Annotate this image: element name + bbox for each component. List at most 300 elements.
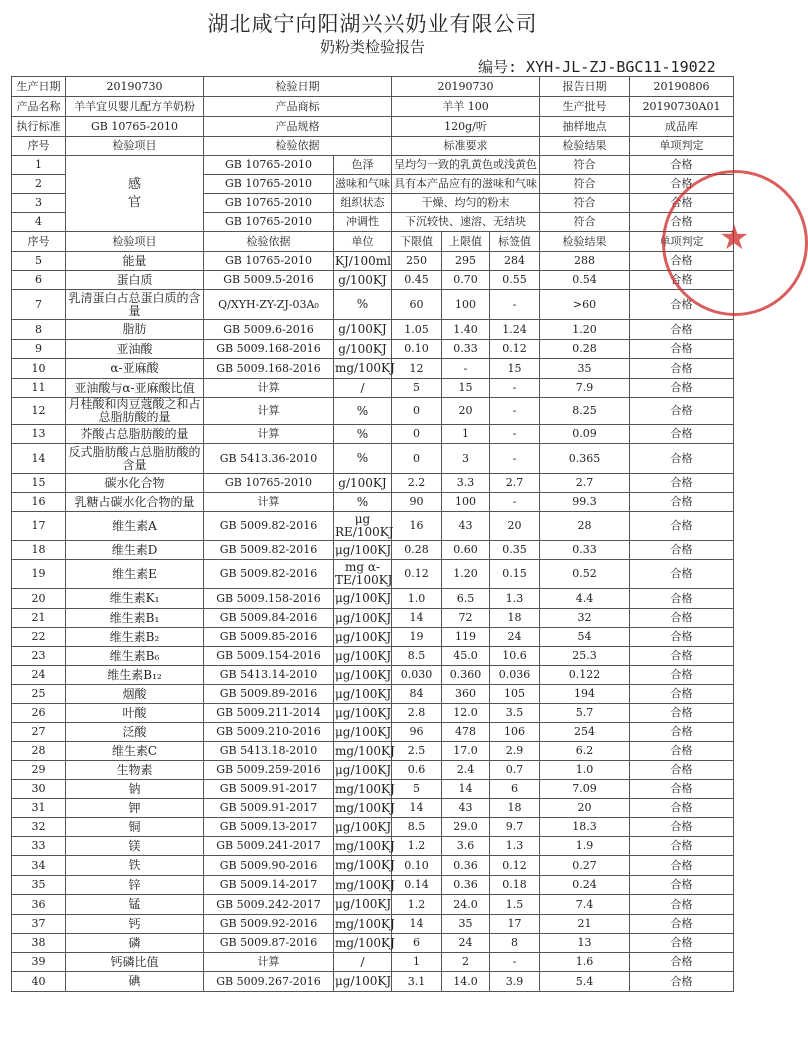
item-row (12, 474, 734, 493)
items-header-row (12, 232, 734, 252)
item-row (12, 271, 734, 290)
table-cell: 43 (442, 512, 490, 541)
table-cell: 合格 (630, 628, 734, 647)
table-cell: >60 (540, 290, 630, 320)
table-cell: 0.15 (490, 560, 540, 589)
table-cell: 0.36 (442, 876, 490, 895)
table-cell: 0.36 (442, 856, 490, 876)
table-cell: 8.5 (392, 647, 442, 666)
item-row (12, 425, 734, 444)
table-cell: 0.360 (442, 666, 490, 685)
table-cell: 3.6 (442, 837, 490, 856)
table-cell: GB 5009.14-2017 (204, 876, 334, 895)
table-cell: 0.10 (392, 340, 442, 359)
table-cell: 29.0 (442, 818, 490, 837)
table-cell: 合格 (630, 444, 734, 474)
table-cell: 合格 (630, 474, 734, 493)
table-cell: 31 (12, 799, 66, 818)
item-name: 反式脂肪酸占总脂肪酸的含量 (66, 444, 204, 474)
table-cell: 90 (392, 493, 442, 512)
table-cell: 35 (442, 915, 490, 934)
item-row (12, 723, 734, 742)
table-cell: 60 (392, 290, 442, 320)
info-cell: 生产批号 (540, 97, 630, 117)
table-cell: 6 (490, 780, 540, 799)
table-cell: GB 5009.89-2016 (204, 685, 334, 704)
table-cell: 干燥、均匀的粉末 (392, 194, 540, 213)
table-cell: mg/100KJ (334, 359, 392, 379)
table-cell: 32 (12, 818, 66, 837)
table-cell: 1 (12, 156, 66, 175)
table-cell: 合格 (630, 704, 734, 723)
table-cell: 1.05 (392, 320, 442, 340)
table-cell: 39 (12, 953, 66, 972)
table-cell: 13 (12, 425, 66, 444)
table-cell: 17 (490, 915, 540, 934)
table-cell: Q/XYH-ZY-ZJ-03A₀ (204, 290, 334, 320)
table-cell: 21 (540, 915, 630, 934)
table-cell: 13 (540, 934, 630, 953)
table-cell: % (334, 425, 392, 444)
table-cell: 3.1 (392, 972, 442, 992)
table-cell: 合格 (630, 723, 734, 742)
table-cell: 250 (392, 252, 442, 271)
table-cell: 9.7 (490, 818, 540, 837)
table-cell: 合格 (630, 359, 734, 379)
table-cell: mg/100KJ (334, 799, 392, 818)
table-cell: / (334, 953, 392, 972)
table-cell: % (334, 493, 392, 512)
table-cell: 15 (490, 359, 540, 379)
item-name: 维生素E (66, 560, 204, 589)
table-cell: 15 (12, 474, 66, 493)
column-header: 下限值 (392, 232, 442, 252)
table-cell: 1.20 (540, 320, 630, 340)
info-row (12, 77, 734, 97)
table-cell: 106 (490, 723, 540, 742)
table-cell: 合格 (630, 799, 734, 818)
table-cell: 0 (392, 398, 442, 425)
info-cell: 20190730 (392, 77, 540, 97)
table-cell: 1.3 (490, 837, 540, 856)
info-cell: GB 10765-2010 (66, 117, 204, 137)
table-cell: 合格 (630, 780, 734, 799)
info-cell: 20190730A01 (630, 97, 734, 117)
item-row (12, 799, 734, 818)
table-cell: 28 (540, 512, 630, 541)
item-row (12, 560, 734, 589)
table-cell: GB 5009.84-2016 (204, 609, 334, 628)
table-cell: 0.70 (442, 271, 490, 290)
table-cell: 0.54 (540, 271, 630, 290)
table-cell: 37 (12, 915, 66, 934)
table-cell: 26 (12, 704, 66, 723)
table-cell: 14 (442, 780, 490, 799)
table-cell: 24 (442, 934, 490, 953)
table-cell: 2.4 (442, 761, 490, 780)
item-name: 脂肪 (66, 320, 204, 340)
table-cell: 合格 (630, 213, 734, 232)
item-name: 锰 (66, 895, 204, 915)
table-cell: 合格 (630, 194, 734, 213)
table-cell: 1.3 (490, 589, 540, 609)
item-name: 乳清蛋白占总蛋白质的含量 (66, 290, 204, 320)
table-cell: mg/100KJ (334, 742, 392, 761)
table-cell: 9 (12, 340, 66, 359)
info-cell: 120g/听 (392, 117, 540, 137)
table-cell: 0.35 (490, 541, 540, 560)
item-name: 叶酸 (66, 704, 204, 723)
table-cell: - (490, 379, 540, 398)
table-cell: 具有本产品应有的滋味和气味 (392, 175, 540, 194)
table-cell: μg/100KJ (334, 589, 392, 609)
info-cell: 报告日期 (540, 77, 630, 97)
table-cell: GB 10765-2010 (204, 213, 334, 232)
table-cell: 8.25 (540, 398, 630, 425)
item-row (12, 972, 734, 992)
item-row (12, 398, 734, 425)
item-row (12, 512, 734, 541)
table-cell: 20 (442, 398, 490, 425)
info-row (12, 117, 734, 137)
table-cell: 合格 (630, 895, 734, 915)
item-name: 维生素B₁₂ (66, 666, 204, 685)
table-cell: 1.2 (392, 895, 442, 915)
table-cell: 下沉较快、速溶、无结块 (392, 213, 540, 232)
table-cell: 3.9 (490, 972, 540, 992)
table-cell: 14 (392, 609, 442, 628)
table-cell: 4.4 (540, 589, 630, 609)
table-cell: 0.6 (392, 761, 442, 780)
table-cell: 6 (12, 271, 66, 290)
table-cell: 0.33 (442, 340, 490, 359)
table-cell: μg/100KJ (334, 647, 392, 666)
table-cell: μg/100KJ (334, 609, 392, 628)
table-cell: GB 5009.92-2016 (204, 915, 334, 934)
table-cell: 38 (12, 934, 66, 953)
item-name: 泛酸 (66, 723, 204, 742)
item-row (12, 837, 734, 856)
table-cell: 5 (392, 379, 442, 398)
report-subtitle: 奶粉类检验报告 (319, 38, 425, 56)
table-cell: GB 5413.36-2010 (204, 444, 334, 474)
table-cell: 2 (442, 953, 490, 972)
table-cell: 24 (490, 628, 540, 647)
table-cell: 合格 (630, 856, 734, 876)
table-cell: GB 5009.168-2016 (204, 359, 334, 379)
table-cell: 1.5 (490, 895, 540, 915)
item-row (12, 290, 734, 320)
table-cell: μg/100KJ (334, 541, 392, 560)
table-cell: μg/100KJ (334, 972, 392, 992)
table-cell: 合格 (630, 425, 734, 444)
table-cell: μg/100KJ (334, 628, 392, 647)
table-cell: μg/100KJ (334, 761, 392, 780)
sensory-group-label: 感 官 (66, 156, 204, 232)
table-cell: GB 5009.91-2017 (204, 780, 334, 799)
table-cell: 18 (490, 799, 540, 818)
sensory-header-row (12, 137, 734, 156)
table-cell: GB 5009.210-2016 (204, 723, 334, 742)
item-row (12, 742, 734, 761)
table-cell: GB 5413.14-2010 (204, 666, 334, 685)
table-cell: 合格 (630, 271, 734, 290)
table-cell: 1.24 (490, 320, 540, 340)
table-cell: 5.4 (540, 972, 630, 992)
info-cell: 20190806 (630, 77, 734, 97)
table-cell: - (490, 290, 540, 320)
table-cell: 合格 (630, 560, 734, 589)
item-name: 碳水化合物 (66, 474, 204, 493)
table-cell: 合格 (630, 876, 734, 895)
table-cell: 合格 (630, 512, 734, 541)
table-cell: - (490, 444, 540, 474)
table-cell: 10.6 (490, 647, 540, 666)
column-header: 检验结果 (540, 232, 630, 252)
table-cell: 35 (12, 876, 66, 895)
table-cell: 29 (12, 761, 66, 780)
item-row (12, 541, 734, 560)
item-name: 维生素K₁ (66, 589, 204, 609)
table-cell: 合格 (630, 953, 734, 972)
table-cell: 14 (392, 799, 442, 818)
column-header: 单项判定 (630, 232, 734, 252)
item-name: 铁 (66, 856, 204, 876)
table-cell: 符合 (540, 194, 630, 213)
star-icon: ★ (719, 218, 750, 258)
info-cell: 产品商标 (204, 97, 392, 117)
table-cell: 8.5 (392, 818, 442, 837)
table-cell: 20 (490, 512, 540, 541)
table-cell: 2 (12, 175, 66, 194)
table-cell: 0 (392, 444, 442, 474)
column-header: 检验依据 (204, 137, 392, 156)
table-cell: 计算 (204, 493, 334, 512)
table-cell: 72 (442, 609, 490, 628)
table-cell: 1.40 (442, 320, 490, 340)
item-name: α-亚麻酸 (66, 359, 204, 379)
column-header: 单位 (334, 232, 392, 252)
table-cell: 100 (442, 290, 490, 320)
table-cell: GB 5009.242-2017 (204, 895, 334, 915)
item-row (12, 340, 734, 359)
table-cell: 2.5 (392, 742, 442, 761)
table-cell: 295 (442, 252, 490, 271)
item-name: 钙磷比值 (66, 953, 204, 972)
table-cell: 96 (392, 723, 442, 742)
table-cell: 1.6 (540, 953, 630, 972)
table-cell: 0.09 (540, 425, 630, 444)
item-name: 亚油酸与α-亚麻酸比值 (66, 379, 204, 398)
column-header: 上限值 (442, 232, 490, 252)
table-cell: 14 (12, 444, 66, 474)
table-cell: 19 (12, 560, 66, 589)
table-cell: 23 (12, 647, 66, 666)
table-cell: μg/100KJ (334, 685, 392, 704)
table-cell: 0.10 (392, 856, 442, 876)
table-cell: 合格 (630, 175, 734, 194)
column-header: 检验项目 (66, 137, 204, 156)
item-name: 烟酸 (66, 685, 204, 704)
info-cell: 20190730 (66, 77, 204, 97)
table-cell: 0.45 (392, 271, 442, 290)
table-cell: 合格 (630, 742, 734, 761)
table-cell: GB 5009.5-2016 (204, 271, 334, 290)
table-cell: 0.18 (490, 876, 540, 895)
info-cell: 羊羊 100 (392, 97, 540, 117)
table-cell: 合格 (630, 398, 734, 425)
table-cell: 28 (12, 742, 66, 761)
table-cell: 合格 (630, 666, 734, 685)
item-name: 亚油酸 (66, 340, 204, 359)
table-cell: GB 5009.158-2016 (204, 589, 334, 609)
table-cell: 18 (12, 541, 66, 560)
table-cell: GB 5009.6-2016 (204, 320, 334, 340)
report-company-title: 湖北咸宁向阳湖兴兴奶业有限公司 (207, 12, 538, 36)
table-cell: 16 (392, 512, 442, 541)
table-cell: 1.2 (392, 837, 442, 856)
table-cell: GB 10765-2010 (204, 252, 334, 271)
item-row (12, 934, 734, 953)
table-cell: 20 (12, 589, 66, 609)
table-cell: 5 (12, 252, 66, 271)
table-cell: 36 (12, 895, 66, 915)
item-row (12, 685, 734, 704)
table-cell: 计算 (204, 379, 334, 398)
table-cell: 22 (12, 628, 66, 647)
table-cell: 计算 (204, 425, 334, 444)
item-name: 钠 (66, 780, 204, 799)
table-cell: GB 5009.241-2017 (204, 837, 334, 856)
table-cell: g/100KJ (334, 320, 392, 340)
table-cell: μg/100KJ (334, 818, 392, 837)
table-cell: μg/100KJ (334, 723, 392, 742)
table-cell: 24.0 (442, 895, 490, 915)
table-cell: 符合 (540, 156, 630, 175)
table-cell: 合格 (630, 934, 734, 953)
table-cell: 6.2 (540, 742, 630, 761)
table-cell: % (334, 290, 392, 320)
table-cell: 99.3 (540, 493, 630, 512)
table-cell: g/100KJ (334, 474, 392, 493)
table-cell: 19 (392, 628, 442, 647)
table-cell: 0.27 (540, 856, 630, 876)
table-cell: 12 (392, 359, 442, 379)
table-cell: 合格 (630, 156, 734, 175)
table-cell: % (334, 444, 392, 474)
table-cell: GB 5009.267-2016 (204, 972, 334, 992)
table-cell: 0.28 (540, 340, 630, 359)
item-row (12, 609, 734, 628)
table-cell: GB 5413.18-2010 (204, 742, 334, 761)
item-row (12, 379, 734, 398)
table-cell: 合格 (630, 837, 734, 856)
table-cell: 8 (12, 320, 66, 340)
table-cell: 合格 (630, 320, 734, 340)
item-name: 月桂酸和肉豆蔻酸之和占总脂肪酸的量 (66, 398, 204, 425)
table-cell: 1 (442, 425, 490, 444)
item-row (12, 915, 734, 934)
column-header: 检验项目 (66, 232, 204, 252)
column-header: 序号 (12, 232, 66, 252)
column-header: 标签值 (490, 232, 540, 252)
table-cell: GB 5009.168-2016 (204, 340, 334, 359)
table-cell: 18 (490, 609, 540, 628)
table-cell: 0.12 (490, 856, 540, 876)
table-cell: 0.7 (490, 761, 540, 780)
table-cell: 14.0 (442, 972, 490, 992)
item-name: 钙 (66, 915, 204, 934)
item-name: 碘 (66, 972, 204, 992)
table-cell: 合格 (630, 541, 734, 560)
item-name: 镁 (66, 837, 204, 856)
table-cell: - (490, 953, 540, 972)
table-cell: 合格 (630, 340, 734, 359)
table-cell: 45.0 (442, 647, 490, 666)
item-name: 铜 (66, 818, 204, 837)
table-cell: GB 5009.154-2016 (204, 647, 334, 666)
table-cell: GB 10765-2010 (204, 175, 334, 194)
table-cell: 12 (12, 398, 66, 425)
table-cell: GB 5009.85-2016 (204, 628, 334, 647)
table-cell: g/100KJ (334, 271, 392, 290)
item-name: 乳糖占碳水化合物的量 (66, 493, 204, 512)
table-cell: 冲调性 (334, 213, 392, 232)
item-row (12, 589, 734, 609)
table-cell: GB 5009.87-2016 (204, 934, 334, 953)
table-cell: 32 (540, 609, 630, 628)
table-cell: 12.0 (442, 704, 490, 723)
item-name: 锌 (66, 876, 204, 895)
item-name: 蛋白质 (66, 271, 204, 290)
table-cell: 合格 (630, 915, 734, 934)
table-cell: 组织状态 (334, 194, 392, 213)
column-header: 单项判定 (630, 137, 734, 156)
info-cell: 抽样地点 (540, 117, 630, 137)
table-cell: % (334, 398, 392, 425)
table-cell: μg/100KJ (334, 704, 392, 723)
table-cell: 合格 (630, 252, 734, 271)
table-cell: 3.3 (442, 474, 490, 493)
table-cell: 0 (392, 425, 442, 444)
table-cell: 17.0 (442, 742, 490, 761)
table-cell: 5 (392, 780, 442, 799)
table-cell: μg RE/100KJ (335, 512, 394, 539)
item-row (12, 252, 734, 271)
column-header: 序号 (12, 137, 66, 156)
table-cell: 21 (12, 609, 66, 628)
item-name: 磷 (66, 934, 204, 953)
table-cell: GB 5009.82-2016 (204, 560, 334, 589)
table-cell: 119 (442, 628, 490, 647)
item-name: 生物素 (66, 761, 204, 780)
item-row (12, 780, 734, 799)
item-name: 维生素D (66, 541, 204, 560)
table-cell: GB 5009.90-2016 (204, 856, 334, 876)
table-cell: GB 5009.82-2016 (204, 512, 334, 541)
table-cell: GB 5009.259-2016 (204, 761, 334, 780)
item-name: 能量 (66, 252, 204, 271)
table-cell: 合格 (630, 972, 734, 992)
table-cell: 1.20 (442, 560, 490, 589)
table-cell: 254 (540, 723, 630, 742)
table-cell: 0.122 (540, 666, 630, 685)
table-cell: g/100KJ (334, 340, 392, 359)
table-cell: 7.4 (540, 895, 630, 915)
table-cell: - (490, 425, 540, 444)
table-cell: 合格 (630, 493, 734, 512)
table-cell: 30 (12, 780, 66, 799)
